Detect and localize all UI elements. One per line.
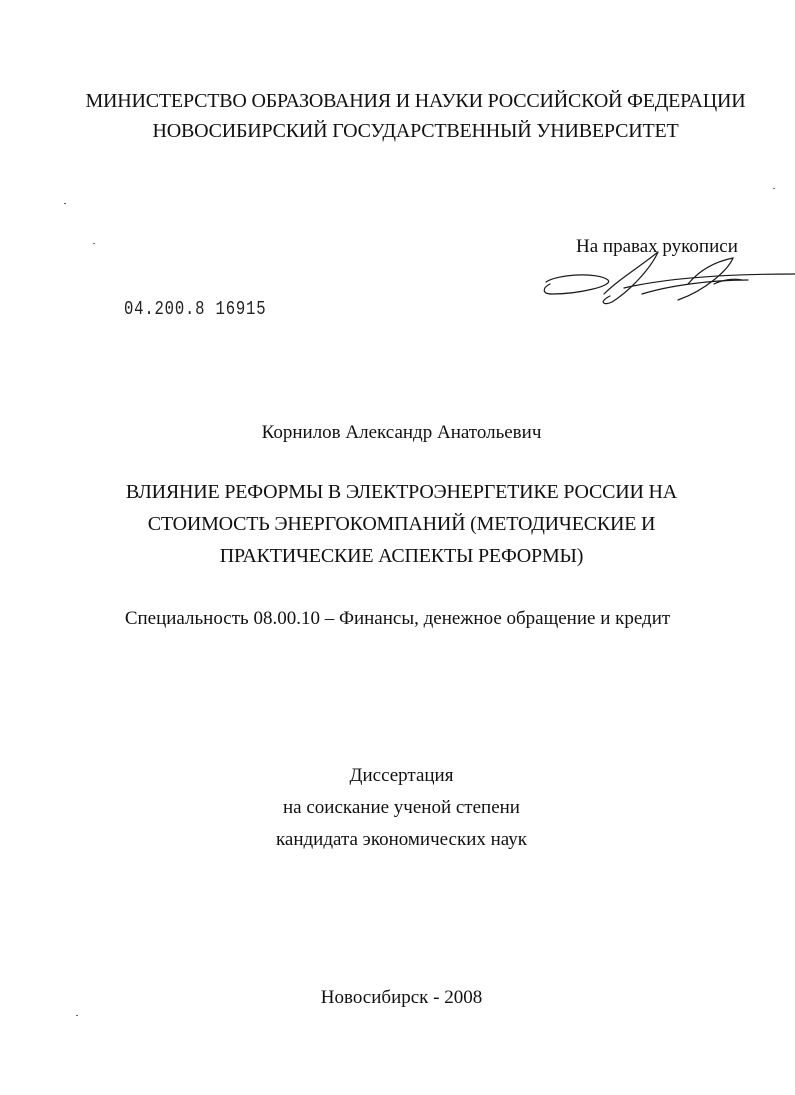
- dissertation-title-line: ПРАКТИЧЕСКИЕ АСПЕКТЫ РЕФОРМЫ): [219, 545, 584, 567]
- scan-speck: [64, 203, 66, 204]
- scan-speck: [93, 243, 95, 244]
- dissertation-title-line: СТОИМОСТЬ ЭНЕРГОКОМПАНИЙ (МЕТОДИЧЕСКИЕ И: [147, 513, 656, 535]
- specialty-line: Специальность 08.00.10 – Финансы, денежное обращение и кредит: [124, 608, 671, 629]
- scan-speck: [773, 188, 775, 189]
- archive-number-stamp: 04.200.8 16915: [124, 298, 267, 320]
- ministry-heading: МИНИСТЕРСТВО ОБРАЗОВАНИЯ И НАУКИ РОССИЙСКОЙ ФЕДЕРАЦИИ: [85, 90, 746, 112]
- author-name: Корнилов Александр Анатольевич: [261, 422, 542, 443]
- manuscript-rights-note: На правах рукописи: [576, 236, 738, 257]
- scan-speck: [76, 1015, 78, 1016]
- university-heading: НОВОСИБИРСКИЙ ГОСУДАРСТВЕННЫЙ УНИВЕРСИТЕТ: [152, 120, 679, 142]
- thesis-type-line: кандидата экономических наук: [275, 829, 528, 850]
- city-year: Новосибирск - 2008: [320, 987, 483, 1008]
- thesis-type-line: Диссертация: [349, 765, 454, 786]
- signature-image: [538, 250, 795, 310]
- thesis-type-line: на соискание ученой степени: [283, 797, 520, 818]
- dissertation-title-line: ВЛИЯНИЕ РЕФОРМЫ В ЭЛЕКТРОЭНЕРГЕТИКЕ РОССИИ НА: [125, 481, 678, 503]
